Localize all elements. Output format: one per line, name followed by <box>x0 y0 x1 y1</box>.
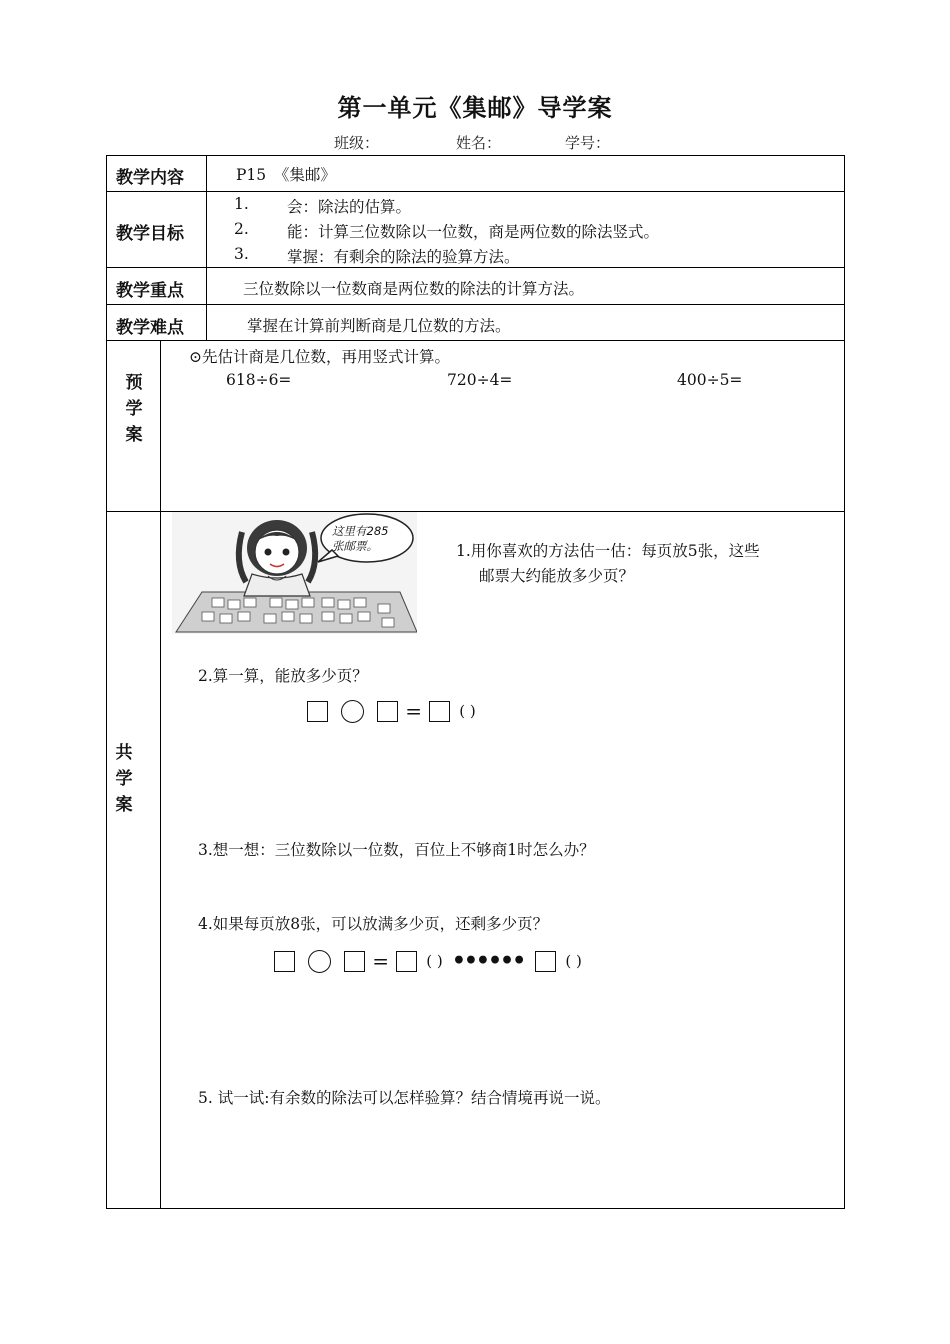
operator-circle[interactable] <box>341 700 364 723</box>
bubble-line-1: 这里有285 <box>332 524 389 538</box>
answer-box[interactable] <box>429 701 450 722</box>
key-point-label: 教学重点 <box>116 281 184 301</box>
question-2: 2.算一算，能放多少页？ <box>198 667 368 685</box>
remainder-box[interactable] <box>535 951 556 972</box>
difficulty-label: 教学难点 <box>116 318 184 338</box>
equals-sign: = <box>372 949 390 973</box>
class-label: 班级： <box>334 134 380 152</box>
remainder-dots: •••••• <box>451 948 525 974</box>
goal-text-3: 掌握：有剩余的除法的验算方法。 <box>287 248 520 266</box>
answer-box[interactable] <box>307 701 328 722</box>
goal-text-1: 会：除法的估算。 <box>287 198 412 216</box>
question-5: 5. 试一试:有余数的除法可以怎样验算？结合情境再说一说。 <box>198 1089 611 1107</box>
operator-circle[interactable] <box>308 950 331 973</box>
difficulty-text: 掌握在计算前判断商是几位数的方法。 <box>247 317 511 335</box>
bubble-line-2: 张邮票。 <box>332 539 378 553</box>
unit-paren[interactable]: ( ) <box>426 952 443 970</box>
page-title: 第一单元《集邮》导学案 <box>337 94 613 122</box>
answer-box[interactable] <box>344 951 365 972</box>
question-4: 4.如果每页放8张，可以放满多少页，还剩多少页？ <box>198 915 549 933</box>
preview-problem-1: 618÷6= <box>226 371 292 389</box>
student-id-label: 学号： <box>565 134 611 152</box>
content-label: 教学内容 <box>116 168 184 188</box>
goal-text-2: 能：计算三位数除以一位数，商是两位数的除法竖式。 <box>287 223 660 241</box>
preview-problem-2: 720÷4= <box>447 371 513 389</box>
key-point-text: 三位数除以一位数商是两位数的除法的计算方法。 <box>243 280 585 298</box>
goals-label: 教学目标 <box>116 224 184 244</box>
question-3: 3.想一想：三位数除以一位数，百位上不够商1时怎么办？ <box>198 841 595 859</box>
preview-problem-3: 400÷5= <box>677 371 743 389</box>
unit-paren[interactable]: ( ) <box>565 952 582 970</box>
unit-paren[interactable]: ( ) <box>459 702 476 720</box>
answer-box[interactable] <box>396 951 417 972</box>
equals-sign: = <box>405 699 423 723</box>
answer-box[interactable] <box>377 701 398 722</box>
preview-instruction: ⊙先估计商是几位数，再用竖式计算。 <box>189 348 450 366</box>
goal-num-1: 1. <box>234 195 249 213</box>
name-label: 姓名： <box>456 134 502 152</box>
equation-2 <box>307 699 476 723</box>
content-text: P15 《集邮》 <box>236 166 336 184</box>
question-1-line-2: 邮票大约能放多少页？ <box>479 567 635 585</box>
stamp-girl-illustration <box>172 512 417 634</box>
preview-label: 预 学 案 <box>125 373 143 445</box>
question-1-line-1: 1.用你喜欢的方法估一估：每页放5张，这些 <box>456 542 760 560</box>
goal-num-3: 3. <box>234 245 249 263</box>
goal-num-2: 2. <box>234 220 249 238</box>
shared-label: 共 学 案 <box>115 743 133 815</box>
equation-4 <box>274 948 582 974</box>
answer-box[interactable] <box>274 951 295 972</box>
